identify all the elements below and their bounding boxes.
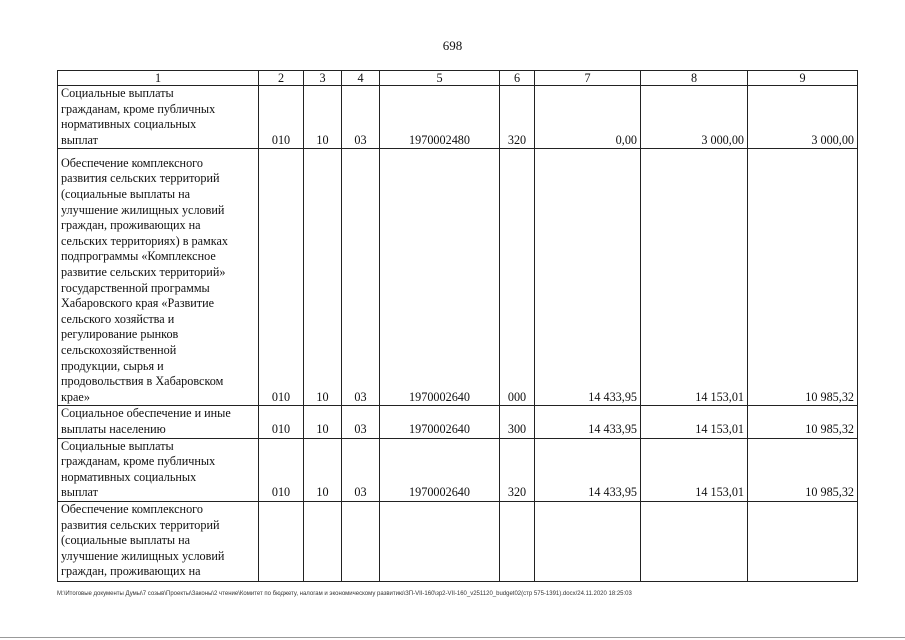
section-code-cell: 10 — [304, 149, 342, 406]
table-row — [58, 86, 858, 149]
expense-name-cell — [58, 501, 259, 581]
expense-name-cell — [58, 86, 259, 149]
ministry-code-cell: 010 — [259, 86, 304, 149]
subsection-code-cell: 03 — [342, 438, 380, 501]
amount-col9-cell: 3 000,00 — [748, 86, 858, 149]
amount-col8-cell: 14 153,01 — [641, 406, 748, 438]
expense-name-line: сельского хозяйства и — [61, 311, 175, 326]
column-number-header: 9 — [748, 71, 858, 86]
amount-col8-cell: 3 000,00 — [641, 86, 748, 149]
expense-name-line: Социальные выплаты — [61, 86, 174, 100]
expense-name-line: Социальные выплаты — [61, 438, 174, 453]
target-article-cell: 1970002480 — [380, 86, 500, 149]
amount-col9-cell: 10 985,32 — [748, 149, 858, 406]
table-row — [58, 149, 858, 406]
expense-name-line: граждан, проживающих на — [61, 218, 201, 233]
expense-name-line: сельскохозяйственной — [61, 343, 177, 357]
expense-name-line: Обеспечение комплексного — [61, 501, 203, 516]
expense-name-line: выплат — [61, 485, 98, 500]
amount-col7-cell: 14 433,95 — [535, 438, 641, 501]
expense-name-line: (социальные выплаты на — [61, 533, 191, 548]
expense-name-line: развитие сельских территорий» — [61, 265, 226, 280]
column-number-header: 6 — [500, 71, 535, 86]
document-path-footer: M:\Итоговые документы Думы\7 созыв\Проекты\Законы\2 чтение\Комитет по бюджету, налогам и экономическому развитию\ЗП-VII-160\зр2-VII-160_v251120_budget02(стр 575-1391).docx/24.11.2020 18:25:03 — [57, 591, 632, 597]
expense-name-line: граждан, проживающих на — [61, 564, 201, 579]
target-article-cell: 1970002640 — [380, 406, 500, 438]
expense-name-line: развития сельских территорий — [61, 171, 220, 186]
expense-name-line: нормативных социальных — [61, 117, 197, 132]
table-row — [58, 501, 858, 581]
section-code-cell: 10 — [304, 438, 342, 501]
page-number: 698 — [442, 38, 463, 53]
column-number-header: 3 — [304, 71, 342, 86]
amount-col7-cell: 0,00 — [535, 86, 641, 149]
expense-name-line: Социальное обеспечение и иные — [61, 406, 231, 421]
expense-name-line: гражданам, кроме публичных — [61, 101, 216, 116]
expense-name-line: нормативных социальных — [61, 469, 197, 484]
column-number-header: 8 — [641, 71, 748, 86]
expense-name-line: улучшение жилищных условий — [61, 548, 225, 563]
budget-table — [57, 70, 858, 582]
expense-name-line: продукции, сырья и — [61, 358, 164, 373]
target-article-cell — [380, 501, 500, 581]
expense-name-cell — [58, 438, 259, 501]
target-article-cell: 1970002640 — [380, 149, 500, 406]
expense-name-line: гражданам, кроме публичных — [61, 454, 216, 469]
ministry-code-cell: 010 — [259, 406, 304, 438]
expense-name-line: продовольствия в Хабаровском — [61, 374, 224, 389]
expense-name-line: сельских территориях) в рамках — [61, 233, 228, 248]
amount-col8-cell — [641, 501, 748, 581]
target-article-cell: 1970002640 — [380, 438, 500, 501]
column-number-header: 4 — [342, 71, 380, 86]
column-number-header: 1 — [58, 71, 259, 86]
amount-col8-cell: 14 153,01 — [641, 149, 748, 406]
amount-col7-cell: 14 433,95 — [535, 406, 641, 438]
page-bottom-border — [0, 637, 905, 638]
expense-name-cell — [58, 406, 259, 438]
column-number-header-row — [58, 71, 858, 86]
amount-col9-cell: 10 985,32 — [748, 406, 858, 438]
expense-type-cell: 000 — [500, 149, 535, 406]
expense-type-cell: 320 — [500, 438, 535, 501]
subsection-code-cell: 03 — [342, 86, 380, 149]
section-code-cell: 10 — [304, 86, 342, 149]
table-row — [58, 438, 858, 501]
ministry-code-cell: 010 — [259, 438, 304, 501]
expense-name-line: подпрограммы «Комплексное — [61, 249, 216, 264]
expense-name-line: Хабаровского края «Развитие — [61, 296, 215, 311]
expense-name-line: государственной программы — [61, 280, 210, 295]
expense-name-line: крае» — [61, 389, 90, 404]
table-row — [58, 406, 858, 438]
column-number-header: 2 — [259, 71, 304, 86]
subsection-code-cell — [342, 501, 380, 581]
column-number-header: 7 — [535, 71, 641, 86]
amount-col9-cell: 10 985,32 — [748, 438, 858, 501]
amount-col9-cell — [748, 501, 858, 581]
expense-name-line: регулирование рынков — [61, 327, 179, 342]
section-code-cell — [304, 501, 342, 581]
subsection-code-cell: 03 — [342, 149, 380, 406]
subsection-code-cell: 03 — [342, 406, 380, 438]
expense-name-line: (социальные выплаты на — [61, 187, 191, 202]
amount-col8-cell: 14 153,01 — [641, 438, 748, 501]
expense-type-cell: 300 — [500, 406, 535, 438]
expense-name-line: выплат — [61, 132, 98, 147]
amount-col7-cell — [535, 501, 641, 581]
expense-name-line: выплаты населению — [61, 421, 166, 436]
ministry-code-cell — [259, 501, 304, 581]
expense-name-line: Обеспечение комплексного — [61, 155, 203, 170]
ministry-code-cell: 010 — [259, 149, 304, 406]
column-number-header: 5 — [380, 71, 500, 86]
expense-type-cell: 320 — [500, 86, 535, 149]
amount-col7-cell: 14 433,95 — [535, 149, 641, 406]
table-body — [58, 71, 858, 582]
expense-name-line: улучшение жилищных условий — [61, 202, 225, 217]
expense-type-cell — [500, 501, 535, 581]
expense-name-cell — [58, 149, 259, 406]
section-code-cell: 10 — [304, 406, 342, 438]
expense-name-line: развития сельских территорий — [61, 517, 220, 532]
